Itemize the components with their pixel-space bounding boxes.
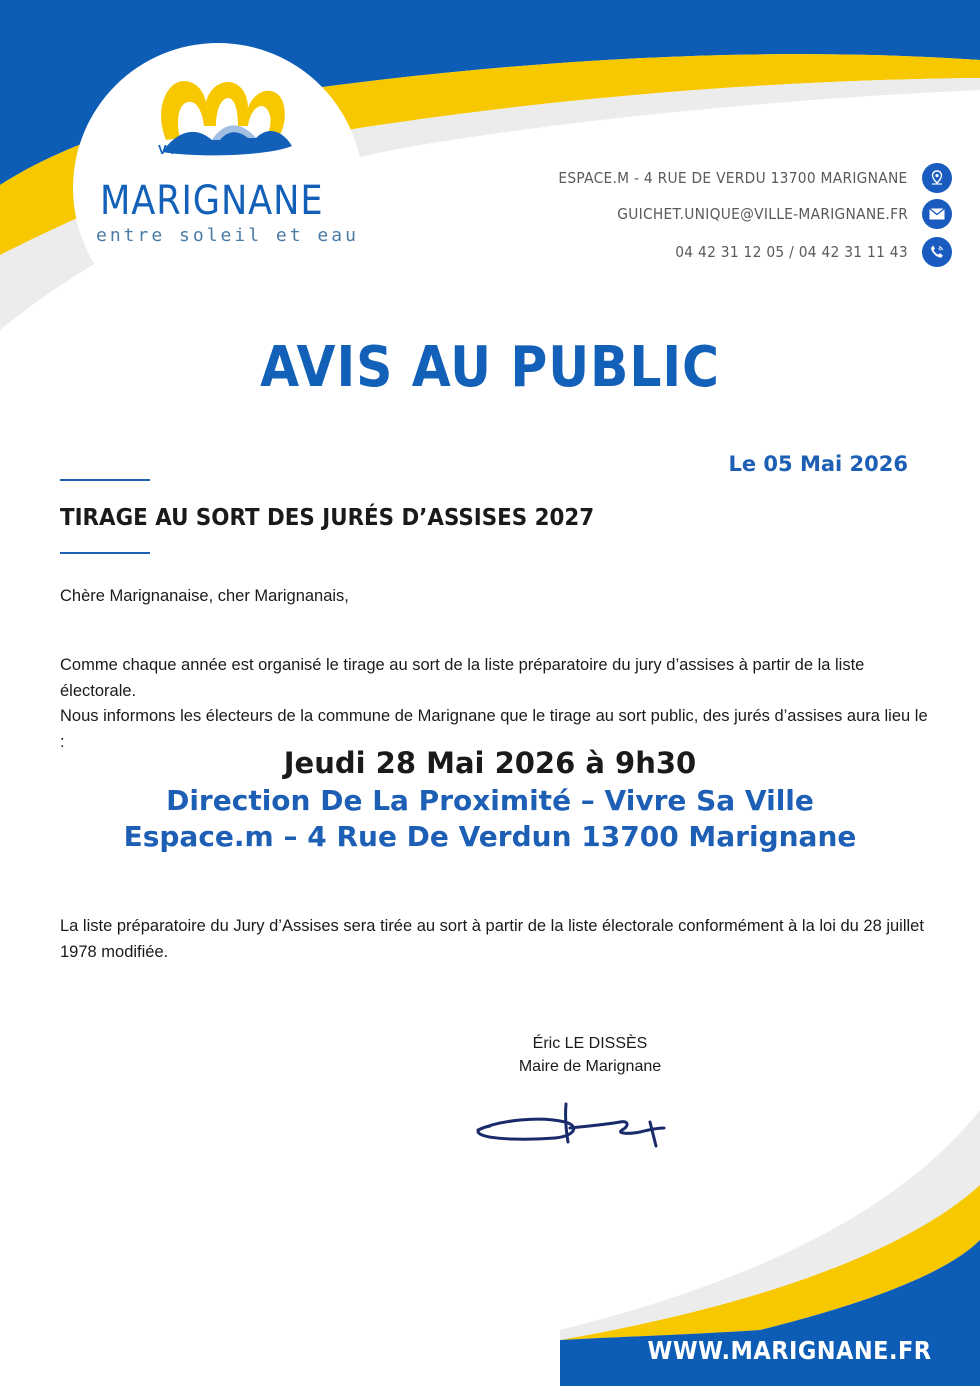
divider-bottom — [60, 552, 150, 554]
logo-tagline: entre soleil et eau — [96, 225, 359, 246]
divider-top — [60, 479, 150, 481]
paragraph-legal: La liste préparatoire du Jury d’Assises sera tirée au sort à partir de la liste électorale conformément à la loi du 28 juillet 1978 modifiée. — [60, 917, 924, 961]
logo-ville-de: VILLE DE — [158, 142, 249, 157]
contact-phone-text[interactable]: 04 42 31 12 05 / 04 42 31 11 43 — [675, 243, 908, 261]
event-date: Jeudi 28 Mai 2026 à 9h30 — [283, 746, 697, 780]
contact-address — [528, 163, 952, 193]
phone-icon — [922, 237, 952, 267]
notice-date: Le 05 Mai 2026 — [728, 452, 908, 476]
envelope-icon — [922, 199, 952, 229]
paragraph-announcement: Nous informons les électeurs de la commune de Marignane que le tirage au sort public, des jurés d’assises aura lieu le : — [60, 707, 928, 751]
notice-subject: TIRAGE AU SORT DES JURÉS D’ASSISES 2027 — [60, 505, 595, 531]
event-place-line-2: Espace.m – 4 Rue De Verdun 13700 Marignane — [123, 820, 857, 853]
logo-name: MARIGNANE — [100, 178, 324, 224]
contact-phone[interactable] — [655, 237, 952, 267]
event-place-line-1: Direction De La Proximité – Vivre Sa Ville — [166, 784, 814, 817]
signer-role: Maire de Marignane — [518, 1058, 662, 1075]
page-title: AVIS AU PUBLIC — [260, 335, 720, 400]
greeting: Chère Marignanaise, cher Marignanais, — [60, 587, 349, 605]
contact-address-text: ESPACE.M - 4 RUE DE VERDU 13700 MARIGNANE — [558, 169, 908, 187]
city-logo — [78, 60, 358, 290]
signer-name: Éric LE DISSÈS — [532, 1035, 648, 1052]
handwritten-signature — [470, 1098, 680, 1158]
paragraph-intro: Comme chaque année est organisé le tirage au sort de la liste préparatoire du jury d’assises à partir de la liste électorale. — [60, 656, 865, 700]
contact-email[interactable] — [592, 199, 952, 229]
map-pin-icon — [922, 163, 952, 193]
website-link[interactable]: WWW.MARIGNANE.FR — [647, 1336, 932, 1365]
contact-email-text[interactable]: GUICHET.UNIQUE@VILLE-MARIGNANE.FR — [617, 205, 908, 223]
